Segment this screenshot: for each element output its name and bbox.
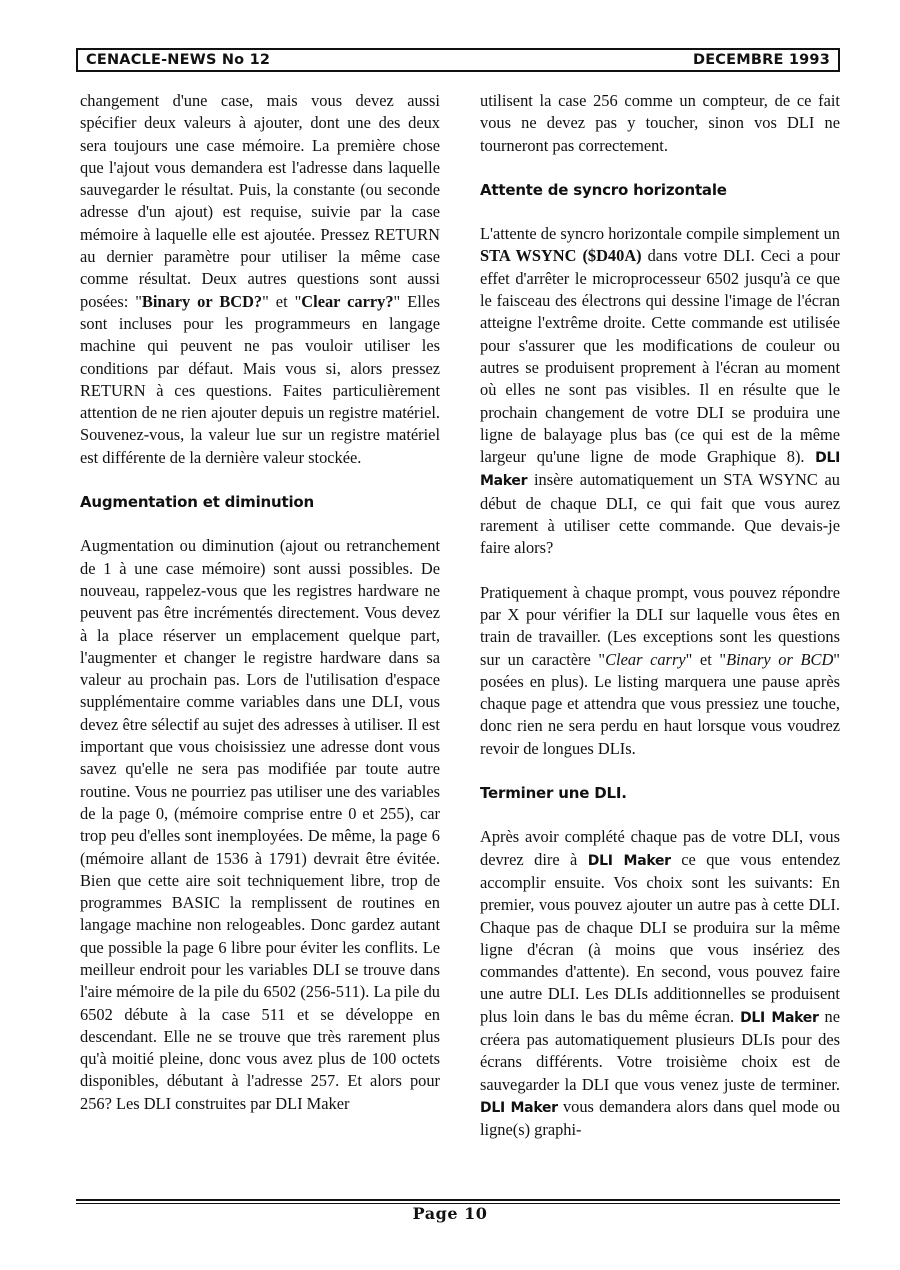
text-run: " posées en plus). Le listing marquera une pause après chaque page et attendra que vous pressiez une touche, donc rien ne sera perdu en haut lorsque vous voudrez revoir de longues DLIs.	[480, 649, 840, 758]
right-column	[480, 90, 840, 1141]
newsletter-title: CENACLE-NEWS No 12	[86, 52, 271, 68]
paragraph-addition-continued	[80, 90, 440, 469]
left-column	[80, 90, 440, 1115]
paragraph-augmentation: Augmentation ou diminution (ajout ou retranchement de 1 à une case mémoire) sont aussi possibles. De nouveau, rappelez-vous que les registres hardware ne peuvent pas être incrémentés directement. Vous devez à la place réserver un emplacement quelque part, l'augmenter et changer le registre hardware dans sa valeur au prochain pas. Lors de l'utilisation d'espace supplémentaire comme variables dans une DLI, vous devez être sélectif au sujet des adresses à utiliser. Il est important que vous choisissiez une adresse dont vous savez qu'elle ne sera pas modifiée par toute autre routine. Vous ne pourriez pas utiliser une des variables de la page 0, (mémoire comprise entre 0 et 255), car trop peu d'elles sont inemployées. De même, la page 6 (mémoire allant de 1536 à 1791) devrait être évitée. Bien que cette aire soit techniquement libre, trop de programmes BASIC la remplissent de routines en langage machine non relogeables. Donc gardez autant que possible la page 6 libre pour éviter les conflits. Le meilleur endroit pour les variables DLI se trouve dans l'aire mémoire de la pile du 6502 (256-511). La pile du 6502 débute à la case 511 et se développe en descendant. Elle ne se trouve que très rarement plus qu'à moitié pleine, donc vous avez plus de 100 octets disponibles, débutant à l'adresse 257. Et alors pour 256? Les DLI construites par DLI Maker	[80, 536, 440, 1113]
text-run: vous demandera alors dans quel mode ou ligne(s) graphi-	[480, 1096, 840, 1140]
paragraph-terminer	[480, 826, 840, 1141]
text-run: Après avoir complété chaque pas de votre DLI, vous devrez dire à	[480, 827, 840, 869]
text-run: " Elles sont incluses pour les programmeurs en langage machine qui peuvent ne pas vouloir utiliser les conditions par défaut. Mais vous si, alors pressez RETURN à ces questions. Faites particulièrement attention de ne rien ajouter depuis un registre matériel. Souvenez-vous, la valeur lue sur un registre matériel est différente de la dernière valeur stockée.	[80, 291, 440, 467]
binary-bcd-italic: Binary or BCD	[726, 649, 834, 669]
text-run: " et "	[685, 649, 727, 669]
paragraph-prompt	[480, 582, 840, 760]
dli-maker-brand: DLI Maker	[587, 852, 671, 869]
text-run: L'attente de syncro horizontale compile simplement un	[480, 224, 840, 244]
text-run: ne créera pas automatiquement plusieurs DLIs pour des écrans différents. Votre troisième choix est de sauvegarder la DLI que vous venez juste de terminer.	[480, 1006, 840, 1094]
sta-wsync-code: STA WSYNC ($D40A)	[480, 246, 642, 266]
binary-bcd-question: Binary or BCD?	[141, 291, 263, 311]
page-header	[76, 48, 840, 72]
section-heading-terminer: Terminer une DLI.	[480, 784, 627, 803]
clear-carry-question: Clear carry?	[301, 291, 394, 311]
dli-maker-brand: DLI Maker	[480, 450, 840, 490]
dli-maker-brand: DLI Maker	[480, 1099, 558, 1116]
clear-carry-italic: Clear carry	[605, 649, 686, 669]
footer-rule-thick	[76, 1199, 840, 1201]
dli-maker-brand: DLI Maker	[740, 1009, 819, 1026]
page-number: Page 10	[412, 1204, 488, 1223]
paragraph-hsync	[480, 223, 840, 559]
text-run: insère automatiquement un STA WSYNC au début de chaque DLI, ce qui fait que vous aurez rarement à utiliser cette commande. Que devais-je faire alors?	[480, 470, 840, 558]
section-heading-augmentation: Augmentation et diminution	[80, 493, 314, 512]
text-run: Pratiquement à chaque prompt, vous pouvez répondre par X pour vérifier la DLI sur laquelle vous êtes en train de travailler. (Les exceptions sont les questions sur un caractère "	[480, 582, 840, 669]
issue-date: DECEMBRE 1993	[692, 52, 830, 68]
text-run: ce que vous entendez accomplir ensuite. Vos choix sont les suivants: En premier, vous pouvez ajouter un autre pas à cette DLI. Chaque pas de chaque DLI se produira sur la même ligne d'écran (à moins que vous insériez des commandes d'attente). En second, vous pouvez faire une autre DLI. Les DLIs additionnelles se produisent plus loin dans le bas du même écran.	[480, 849, 840, 1026]
section-heading-hsync: Attente de syncro horizontale	[480, 180, 727, 199]
text-run: " et "	[262, 291, 302, 311]
text-run: dans votre DLI. Ceci a pour effet d'arrêter le microprocesseur 6502 jusqu'à ce que le faisceau des électrons qui dessine l'image de l'écran atteigne l'extrême droite. Cette commande est utilisée pour s'assurer que les modifications de couleur ou autres se produisent proprement à l'écran au moment où elles ne sont pas visibles. Il en résulte que le prochain changement de votre DLI se produira une ligne de balayage plus bas (ce qui est de la même largeur qu'une ligne de mode Graphique 8).	[480, 246, 840, 467]
paragraph-counter: utilisent la case 256 comme un compteur, de ce fait vous ne devez pas y toucher, sinon vos DLI ne tourneront pas correctement.	[480, 91, 840, 155]
text-run: changement d'une case, mais vous devez aussi spécifier deux valeurs à ajouter, dont une des deux sera toujours une case mémoire. La première chose que l'ajout vous demandera est l'adresse dans laquelle sauvegarder le résultat. Puis, la constante (ou seconde adresse d'un ajout) est requise, suivie par la case mémoire à laquelle elle est ajoutée. Pressez RETURN au dernier paramètre pour utiliser la même case comme résultat. Deux autres questions sont aussi posées: "	[80, 91, 440, 311]
